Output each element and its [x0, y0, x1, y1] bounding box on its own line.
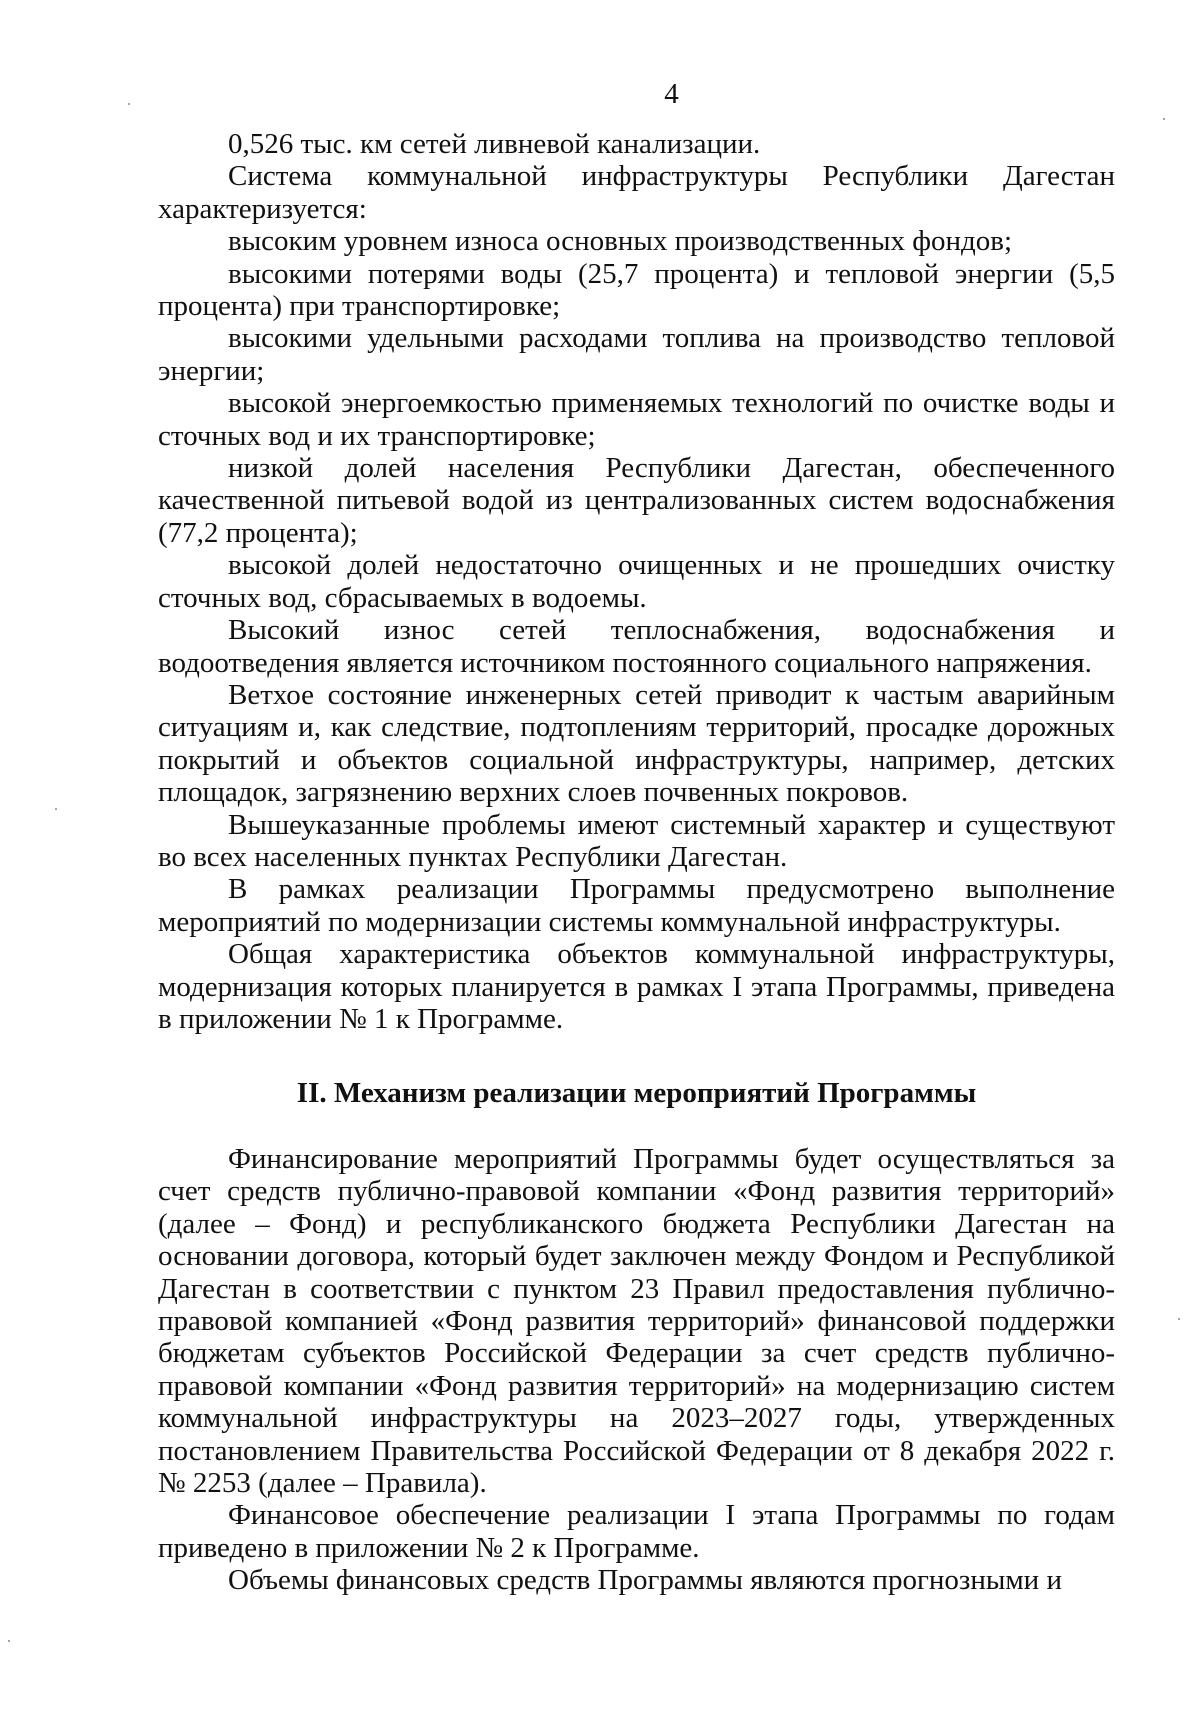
paragraph: 0,526 тыс. км сетей ливневой канализации.	[228, 128, 761, 160]
paragraph: Ветхое состояние инженерных сетей приводит к частым аварийным ситуациям и, как следствие, подтоплениям территорий, просадке дорожных покрытий и объектов социальной инфраструктуры, например, детских площадок, загрязнению верхних слоев почвенных покровов.	[158, 678, 1115, 809]
scan-speck	[1178, 1318, 1180, 1320]
paragraph: В рамках реализации Программы предусмотрено выполнение мероприятий по модернизации системы коммунальной инфраструктуры.	[158, 873, 1115, 938]
paragraph: Вышеуказанные проблемы имеют системный характер и существуют во всех населенных пунктах Республики Дагестан.	[158, 808, 1115, 873]
paragraph: низкой долей населения Республики Дагестан, обеспеченного качественной питьевой водой из централизованных систем водоснабжения (77,2 процента);	[158, 452, 1115, 549]
paragraph: высокими удельными расходами топлива на производство тепловой энергии;	[158, 322, 1115, 387]
paragraph: высокой долей недостаточно очищенных и не прошедших очистку сточных вод, сбрасываемых в водоемы.	[158, 549, 1115, 614]
paragraph: Финансирование мероприятий Программы будет осуществляться за счет средств публично-правовой компании «Фонд развития территорий» (далее – Фонд) и республиканского бюджета Республики Дагестан на основании договора, который будет заключен между Фондом и Республикой Дагестан в соответствии с пунктом 23 Правил предоставления публично-правовой компанией «Фонд развития территорий» финансовой поддержки бюджетам субъектов Российской Федерации за счет средств публично-правовой компании «Фонд развития территорий» на модернизацию систем коммунальной инфраструктуры на 2023–2027 годы, утвержденных постановлением Правительства Российской Федерации от 8 декабря 2022 г. № 2253 (далее – Правила).	[158, 1143, 1115, 1500]
paragraph: высокими потерями воды (25,7 процента) и тепловой энергии (5,5 процента) при транспортировке;	[158, 257, 1115, 323]
paragraph: Финансовое обеспечение реализации I этапа Программы по годам приведено в приложении № 2 к Программе.	[158, 1499, 1115, 1564]
paragraph: Объемы финансовых средств Программы являются прогнозными и	[228, 1564, 1062, 1597]
scan-speck	[1163, 118, 1165, 120]
scan-speck	[55, 808, 57, 810]
paragraph: высокой энергоемкостью применяемых технологий по очистке воды и сточных вод и их транспортировке;	[158, 387, 1115, 452]
paragraph: Система коммунальной инфраструктуры Республики Дагестан характеризуется:	[158, 160, 1115, 225]
paragraph: Общая характеристика объектов коммунальной инфраструктуры, модернизация которых планируется в рамках I этапа Программы, приведена в приложении № 1 к Программе.	[158, 938, 1115, 1035]
body-text-after-heading	[158, 1143, 1115, 1597]
body-text-before-heading	[158, 128, 1115, 1035]
scan-speck	[8, 1640, 10, 1642]
paragraph: высоким уровнем износа основных производственных фондов;	[228, 225, 1013, 258]
scan-speck	[128, 103, 130, 105]
section-heading: II. Механизм реализации мероприятий Программы	[296, 1077, 977, 1109]
page-number: 4	[664, 78, 679, 110]
paragraph: Высокий износ сетей теплоснабжения, водоснабжения и водоотведения является источником постоянного социального напряжения.	[158, 614, 1115, 679]
